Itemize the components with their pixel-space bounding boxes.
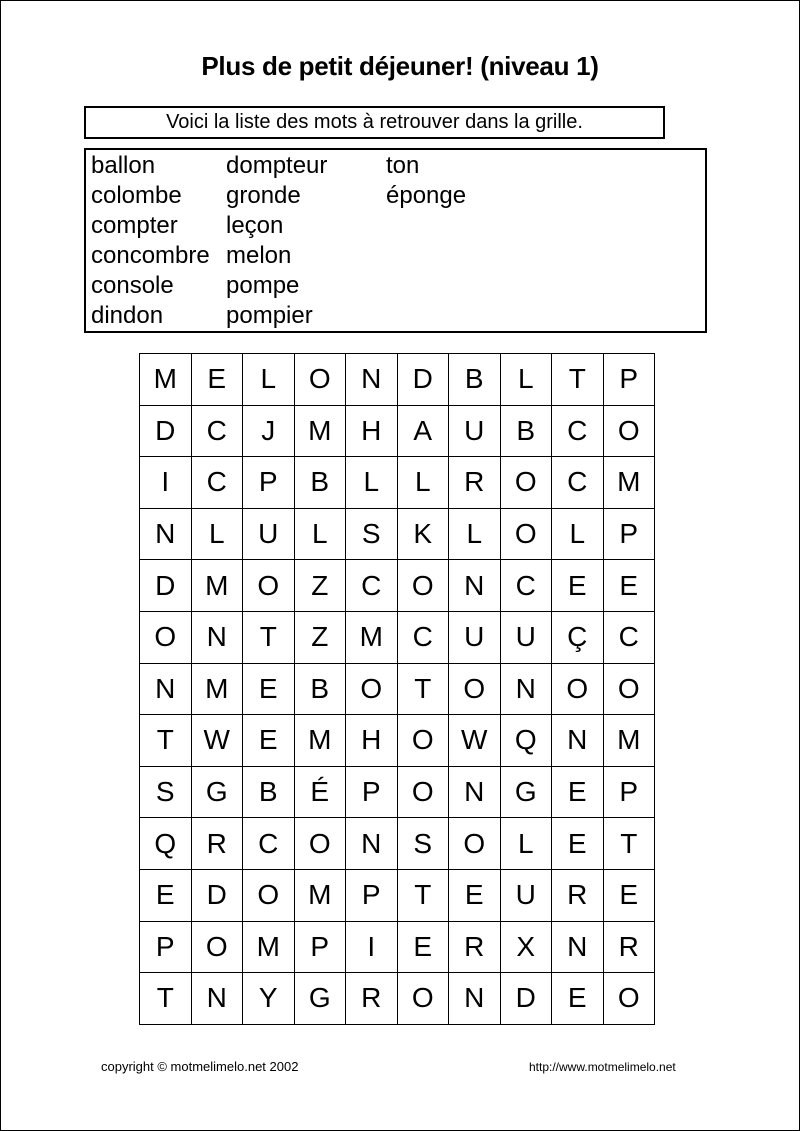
word-list-column-2 (226, 151, 327, 331)
word-list-item: concombre (91, 242, 210, 269)
grid-cell: B (295, 457, 347, 509)
grid-cell: R (346, 973, 398, 1025)
grid-cell: M (243, 922, 295, 974)
grid-cell: R (449, 922, 501, 974)
grid-cell: O (398, 973, 450, 1025)
grid-cell: L (501, 354, 553, 406)
grid-cell: O (295, 818, 347, 870)
grid-cell: N (501, 664, 553, 716)
grid-cell: U (243, 509, 295, 561)
grid-cell: O (604, 973, 656, 1025)
grid-cell: T (140, 715, 192, 767)
grid-cell: E (398, 922, 450, 974)
grid-cell: R (192, 818, 244, 870)
grid-cell: B (243, 767, 295, 819)
grid-cell: B (449, 354, 501, 406)
word-list-item: compter (91, 212, 178, 239)
grid-cell: R (449, 457, 501, 509)
word-list-box (84, 148, 707, 333)
grid-cell: C (398, 612, 450, 664)
grid-cell: G (192, 767, 244, 819)
letter-grid (139, 353, 655, 1025)
word-list-item: dindon (91, 302, 164, 329)
grid-cell: O (243, 560, 295, 612)
grid-cell: D (192, 870, 244, 922)
grid-cell: O (552, 664, 604, 716)
word-list-item: console (91, 272, 174, 299)
grid-cell: O (604, 664, 656, 716)
grid-cell: K (398, 509, 450, 561)
grid-cell: C (552, 457, 604, 509)
word-list-item: melon (226, 242, 292, 269)
grid-cell: P (604, 354, 656, 406)
grid-cell: P (346, 870, 398, 922)
grid-cell: W (449, 715, 501, 767)
grid-cell: C (552, 406, 604, 458)
grid-cell: C (192, 457, 244, 509)
grid-cell: C (501, 560, 553, 612)
grid-cell: L (192, 509, 244, 561)
grid-cell: Q (501, 715, 553, 767)
grid-cell: E (552, 560, 604, 612)
grid-cell: D (398, 354, 450, 406)
grid-cell: Z (295, 612, 347, 664)
grid-cell: W (192, 715, 244, 767)
grid-cell: B (501, 406, 553, 458)
grid-cell: P (346, 767, 398, 819)
grid-cell: P (243, 457, 295, 509)
grid-cell: U (501, 612, 553, 664)
grid-cell: E (604, 560, 656, 612)
grid-cell: D (501, 973, 553, 1025)
grid-cell: J (243, 406, 295, 458)
grid-cell: M (295, 406, 347, 458)
word-list-item: dompteur (226, 152, 328, 179)
grid-cell: M (604, 715, 656, 767)
grid-cell: T (552, 354, 604, 406)
grid-cell: O (295, 354, 347, 406)
grid-cell: X (501, 922, 553, 974)
grid-cell: N (140, 664, 192, 716)
grid-cell: E (243, 715, 295, 767)
footer-url: http://www.motmelimelo.net (529, 1060, 676, 1074)
grid-cell: O (243, 870, 295, 922)
grid-cell: L (346, 457, 398, 509)
grid-cell: M (604, 457, 656, 509)
grid-cell: Ç (552, 612, 604, 664)
grid-cell: E (604, 870, 656, 922)
grid-cell: N (449, 973, 501, 1025)
grid-cell: E (552, 818, 604, 870)
grid-cell: M (192, 560, 244, 612)
word-list-item: ton (386, 152, 420, 179)
grid-cell: S (346, 509, 398, 561)
grid-cell: M (140, 354, 192, 406)
grid-cell: A (398, 406, 450, 458)
grid-cell: L (449, 509, 501, 561)
grid-cell: P (604, 767, 656, 819)
word-list-item: colombe (91, 182, 182, 209)
grid-cell: P (295, 922, 347, 974)
grid-cell: N (192, 973, 244, 1025)
grid-cell: R (604, 922, 656, 974)
grid-cell: Q (140, 818, 192, 870)
grid-cell: O (449, 664, 501, 716)
grid-cell: O (140, 612, 192, 664)
grid-cell: N (140, 509, 192, 561)
word-list-item: pompe (226, 272, 300, 299)
grid-cell: E (449, 870, 501, 922)
grid-cell: E (552, 767, 604, 819)
grid-cell: N (346, 354, 398, 406)
grid-cell: O (346, 664, 398, 716)
grid-cell: H (346, 406, 398, 458)
grid-cell: G (295, 973, 347, 1025)
grid-cell: M (192, 664, 244, 716)
grid-cell: S (140, 767, 192, 819)
word-list-item: ballon (91, 152, 156, 179)
grid-cell: R (552, 870, 604, 922)
word-list-column-3 (386, 151, 466, 211)
instruction-box (84, 106, 665, 139)
grid-cell: T (398, 664, 450, 716)
grid-cell: L (295, 509, 347, 561)
page-title: Plus de petit déjeuner! (niveau 1) (201, 51, 599, 81)
word-list-item: éponge (386, 182, 467, 209)
grid-cell: N (192, 612, 244, 664)
grid-cell: C (604, 612, 656, 664)
word-list-item: gronde (226, 182, 301, 209)
grid-cell: P (604, 509, 656, 561)
grid-cell: L (501, 818, 553, 870)
grid-cell: Z (295, 560, 347, 612)
grid-cell: E (192, 354, 244, 406)
grid-cell: M (346, 612, 398, 664)
grid-cell: U (449, 612, 501, 664)
grid-cell: O (398, 767, 450, 819)
grid-cell: É (295, 767, 347, 819)
grid-cell: N (552, 922, 604, 974)
grid-cell: O (501, 457, 553, 509)
copyright-text: copyright © motmelimelo.net 2002 (101, 1059, 299, 1074)
grid-cell: L (398, 457, 450, 509)
grid-cell: E (243, 664, 295, 716)
grid-cell: L (552, 509, 604, 561)
grid-cell: M (295, 870, 347, 922)
grid-cell: I (346, 922, 398, 974)
grid-cell: C (192, 406, 244, 458)
grid-cell: U (449, 406, 501, 458)
grid-cell: U (501, 870, 553, 922)
grid-cell: E (552, 973, 604, 1025)
grid-cell: S (398, 818, 450, 870)
grid-cell: N (346, 818, 398, 870)
grid-cell: E (140, 870, 192, 922)
grid-cell: Y (243, 973, 295, 1025)
word-list-item: pompier (226, 302, 313, 329)
grid-cell: P (140, 922, 192, 974)
grid-cell: D (140, 560, 192, 612)
grid-cell: N (449, 560, 501, 612)
grid-cell: L (243, 354, 295, 406)
grid-cell: M (295, 715, 347, 767)
grid-cell: T (243, 612, 295, 664)
word-list-column-1 (91, 151, 210, 331)
grid-cell: N (449, 767, 501, 819)
grid-cell: O (501, 509, 553, 561)
grid-cell: G (501, 767, 553, 819)
grid-cell: T (140, 973, 192, 1025)
grid-cell: C (243, 818, 295, 870)
grid-cell: T (398, 870, 450, 922)
grid-cell: B (295, 664, 347, 716)
grid-cell: N (552, 715, 604, 767)
grid-cell: O (604, 406, 656, 458)
grid-cell: O (449, 818, 501, 870)
grid-cell: I (140, 457, 192, 509)
word-list-item: leçon (226, 212, 284, 239)
grid-cell: T (604, 818, 656, 870)
grid-cell: C (346, 560, 398, 612)
grid-cell: O (192, 922, 244, 974)
grid-cell: O (398, 560, 450, 612)
instruction-text: Voici la liste des mots à retrouver dans la grille. (166, 111, 583, 133)
grid-cell: D (140, 406, 192, 458)
grid-cell: H (346, 715, 398, 767)
grid-cell: O (398, 715, 450, 767)
